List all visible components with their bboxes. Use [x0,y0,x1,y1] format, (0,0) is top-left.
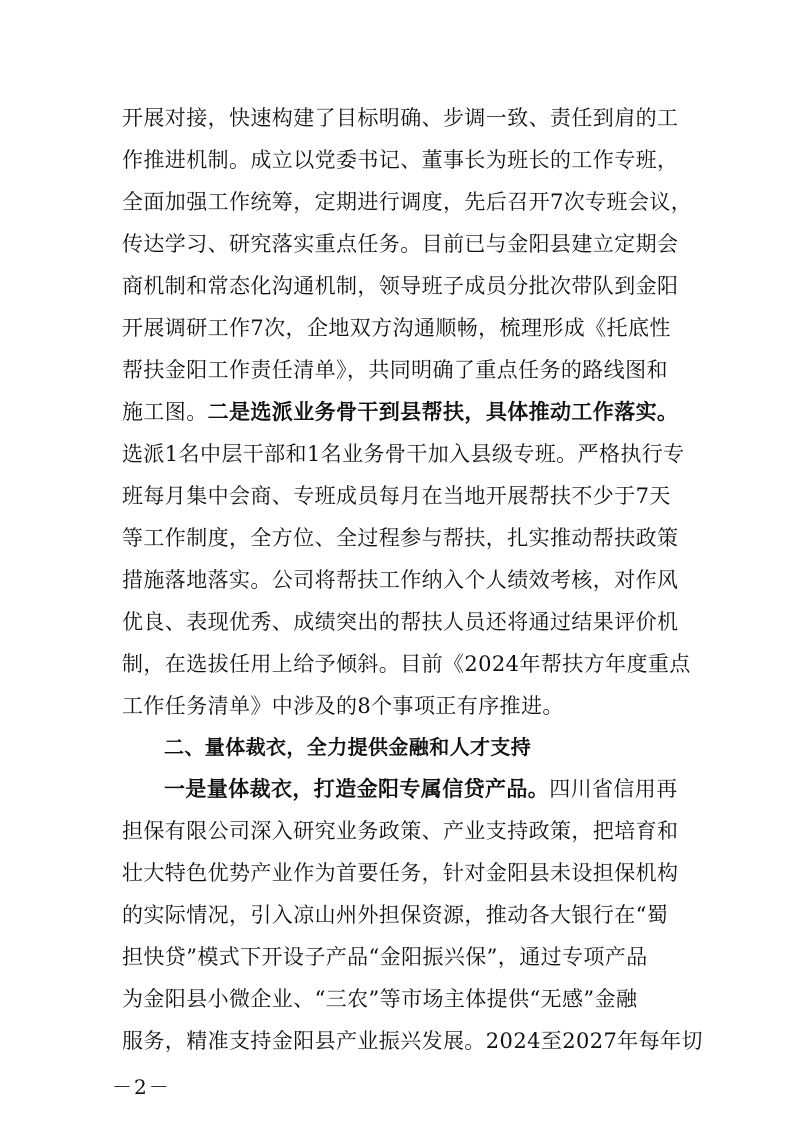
body-line: 选派1名中层干部和1名业务骨干加入县级专班。严格执行专 [122,442,685,466]
body-line: 壮大特色优势产业作为首要任务，针对金阳县未设担保机构 [122,861,679,885]
section-heading: 二、量体裁衣，全力提供金融和人才支持 [164,735,532,759]
body-line: 服务，精准支持金阳县产业振兴发展。2024至2027年每年切 [122,1029,703,1053]
body-line: 工作任务清单》中涉及的8个事项正有序推进。 [122,694,564,718]
body-line: 制，在选拔任用上给予倾斜。目前《2024年帮扶方年度重点 [122,652,691,676]
body-text: 施工图。 [122,400,208,424]
body-line: 等工作制度，全方位、全过程参与帮扶，扎实推动帮扶政策 [122,526,679,550]
body-line: 为金阳县小微企业、“三农”等市场主体提供“无感”金融 [122,987,638,1011]
body-line: 担保有限公司深入研究业务政策、产业支持政策，把培育和 [122,819,679,843]
body-line [164,771,724,807]
body-line: 商机制和常态化沟通机制，领导班子成员分批次带队到金阳 [122,274,679,298]
body-line: 帮扶金阳工作责任清单》，共同明确了重点任务的路线图和 [122,358,668,382]
body-line: 的实际情况，引入凉山州外担保资源，推动各大银行在“蜀 [122,903,669,927]
body-line: 优良、表现优秀、成绩突出的帮扶人员还将通过结果评价机 [122,610,679,634]
body-line: 措施落地落实。公司将帮扶工作纳入个人绩效考核，对作风 [122,568,679,592]
body-line: 开展调研工作7次，企地双方沟通顺畅，梳理形成《托底性 [122,316,671,340]
emphasis-text: 二是选派业务骨干到县帮扶， [207,399,486,424]
body-line: 传达学习、研究落实重点任务。目前已与金阳县建立定期会 [122,232,679,256]
page-number: －2－ [112,1075,171,1099]
body-line: 担快贷”模式下开设子产品“金阳振兴保”，通过专项产品 [122,945,648,969]
body-line: 作推进机制。成立以党委书记、董事长为班长的工作专班， [122,148,679,172]
body-line: 开展对接，快速构建了目标明确、步调一致、责任到肩的工 [122,106,679,130]
emphasis-text: 一是量体裁衣，打造金阳专属信贷产品。 [164,776,550,801]
body-line: 全面加强工作统筹，定期进行调度，先后召开7次专班会议， [122,190,693,214]
emphasis-text: 具体推动工作落实。 [485,399,679,424]
body-line [122,394,682,430]
body-line: 班每月集中会商、专班成员每月在当地开展帮扶不少于7天 [122,484,671,508]
body-text: 四川省信用再 [549,777,678,801]
